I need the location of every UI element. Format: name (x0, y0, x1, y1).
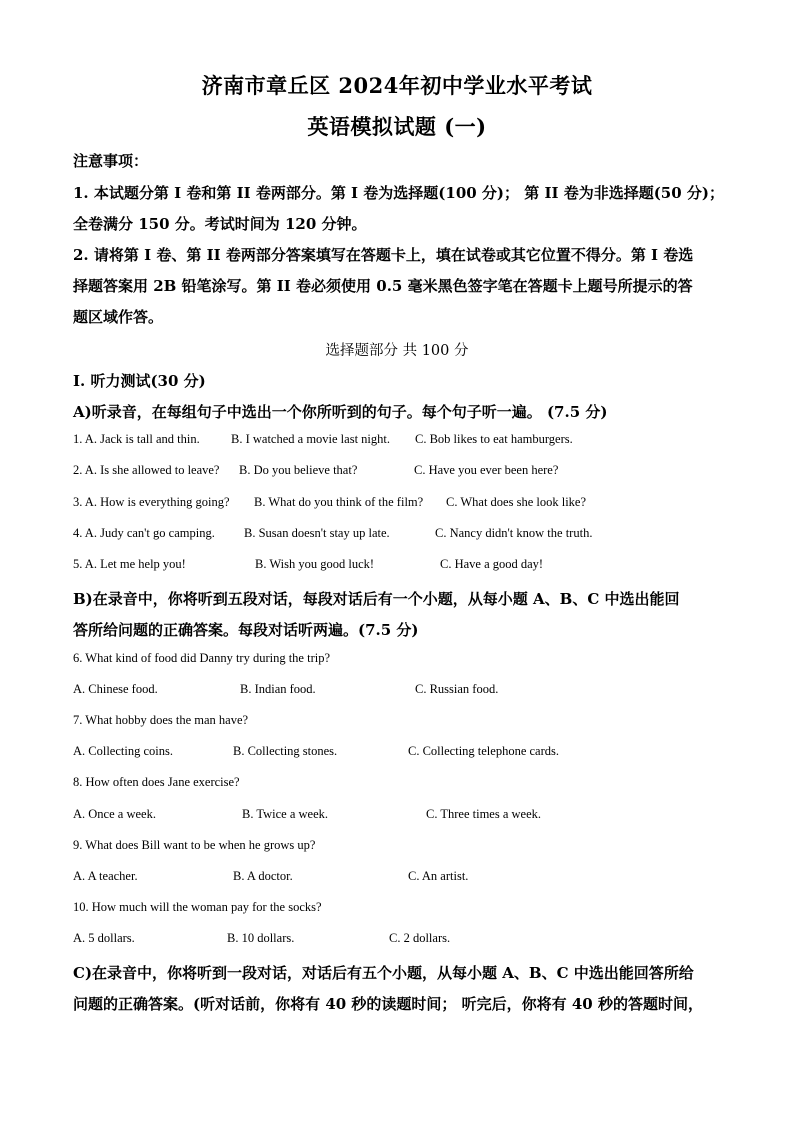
options-row (73, 869, 753, 887)
option-b: B. Wish you good luck! (255, 557, 375, 571)
option-a: A. 5 dollars. (73, 931, 135, 945)
option-c: C. Collecting telephone cards. (408, 744, 560, 758)
option-b: B. Susan doesn't stay up late. (244, 526, 390, 540)
option-c: C. Have a good day! (440, 557, 544, 571)
section-1-heading: I. 听力测试(30 分) (73, 372, 206, 390)
question-text: 7. What hobby does the man have? (73, 713, 249, 727)
option-b: B. Collecting stones. (233, 744, 338, 758)
notice-label: 注意事项： (73, 152, 149, 170)
option-b: B. Twice a week. (242, 807, 329, 821)
option-c: C. 2 dollars. (389, 931, 451, 945)
option-a: A. Collecting coins. (73, 744, 173, 758)
option-c: C. An artist. (408, 869, 469, 883)
option-c: C. Nancy didn't know the truth. (435, 526, 593, 540)
notice-item-2-line-2: 择题答案用 2B 铅笔涂写。第 II 卷必须使用 0.5 毫米黑色签字笔在答题卡上题号所提示的答 (73, 277, 693, 295)
options-row (73, 682, 753, 700)
exam-subtitle: 英语模拟试题 (一) (307, 114, 487, 139)
options-row (73, 807, 753, 825)
part-heading: 选择题部分 共 100 分 (325, 343, 469, 359)
question-text: 8. How often does Jane exercise? (73, 775, 240, 789)
part-c-heading-line-1: C)在录音中，你将听到一段对话，对话后有五个小题，从每小题 A、B、C 中选出能回答所给 (73, 964, 694, 982)
question-text: 10. How much will the woman pay for the socks? (73, 900, 322, 914)
option-a: A. A teacher. (73, 869, 138, 883)
option-a: 3. A. How is everything going? (73, 495, 230, 509)
question-text: 9. What does Bill want to be when he grows up? (73, 838, 316, 852)
part-c-heading-line-2: 问题的正确答案。(听对话前，你将有 40 秒的读题时间； 听完后，你将有 40 秒的答题时间， (73, 995, 703, 1013)
notice-item-2-line-3: 题区域作答。 (73, 308, 164, 326)
notice-item-1-line-2: 全卷满分 150 分。考试时间为 120 分钟。 (73, 215, 367, 233)
notice-item-2-line-1: 2. 请将第 I 卷、第 II 卷两部分答案填写在答题卡上，填在试卷或其它位置不得分。第 I 卷选 (73, 246, 694, 264)
option-b: B. I watched a movie last night. (231, 432, 390, 446)
option-a: 2. A. Is she allowed to leave? (73, 463, 220, 477)
part-b-heading-line-1: B)在录音中，你将听到五段对话，每段对话后有一个小题，从每小题 A、B、C 中选出能回 (73, 590, 680, 608)
option-b: B. 10 dollars. (227, 931, 295, 945)
exam-title: 济南市章丘区 2024年初中学业水平考试 (201, 73, 593, 98)
question-row (73, 432, 753, 450)
option-c: C. Bob likes to eat hamburgers. (415, 432, 573, 446)
option-a: A. Chinese food. (73, 682, 158, 696)
question-text: 6. What kind of food did Danny try during the trip? (73, 651, 331, 665)
part-b-heading-line-2: 答所给问题的正确答案。每段对话听两遍。(7.5 分) (73, 621, 419, 639)
option-a: 5. A. Let me help you! (73, 557, 186, 571)
option-b: B. Do you believe that? (239, 463, 358, 477)
option-b: B. A doctor. (233, 869, 293, 883)
question-row (73, 526, 753, 544)
option-a: 1. A. Jack is tall and thin. (73, 432, 200, 446)
option-c: C. What does she look like? (446, 495, 587, 509)
notice-item-1-line-1: 1. 本试题分第 I 卷和第 II 卷两部分。第 I 卷为选择题(100 分)； 第 II 卷为非选择题(50 分)； (73, 184, 725, 202)
option-c: C. Have you ever been here? (414, 463, 559, 477)
question-row (73, 495, 753, 513)
option-c: C. Russian food. (415, 682, 499, 696)
part-a-heading: A)听录音，在每组句子中选出一个你所听到的句子。每个句子听一遍。 (7.5 分) (73, 403, 608, 421)
options-row (73, 931, 753, 949)
option-c: C. Three times a week. (426, 807, 542, 821)
option-a: A. Once a week. (73, 807, 156, 821)
option-b: B. Indian food. (240, 682, 316, 696)
option-a: 4. A. Judy can't go camping. (73, 526, 215, 540)
question-row (73, 557, 753, 575)
question-row (73, 463, 753, 481)
options-row (73, 744, 753, 762)
option-b: B. What do you think of the film? (254, 495, 424, 509)
